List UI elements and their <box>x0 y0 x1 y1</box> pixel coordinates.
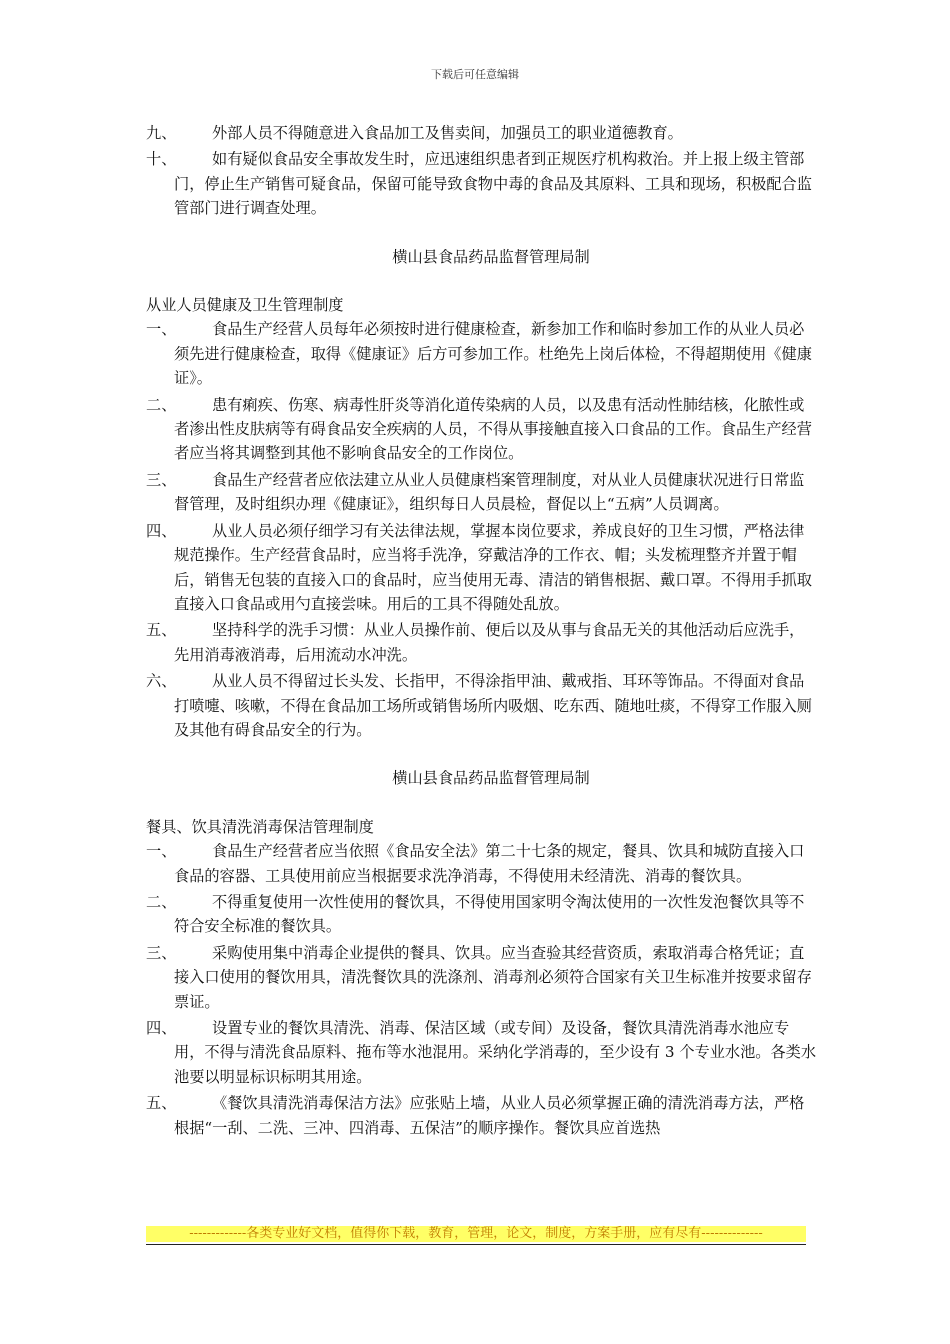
issuer-signature: 横山县食品药品监督管理局制 <box>392 247 590 266</box>
item-number: 二、 <box>146 395 177 414</box>
footer-promo-banner: -------------各类专业好文档，值得你下载，教育，管理，论文，制度，方案手册，应有尽有-------------- <box>146 1226 806 1242</box>
item-number: 二、 <box>146 892 177 911</box>
list-item <box>146 618 816 667</box>
list-item <box>146 839 816 888</box>
item-text: 坚持科学的洗手习惯：从业人员操作前、便后以及从事与食品无关的其他活动后应洗手，先用消毒液消毒，后用流动水冲洗。 <box>174 621 805 664</box>
list-item <box>146 519 816 617</box>
list-item <box>146 468 816 517</box>
item-number: 四、 <box>146 521 177 540</box>
item-number: 六、 <box>146 672 177 691</box>
list-item <box>146 317 816 390</box>
item-number: 一、 <box>146 320 177 339</box>
page-header-note: 下载后可任意编辑 <box>431 68 519 81</box>
list-item <box>146 669 816 742</box>
item-text: 设置专业的餐饮具清洗、消毒、保洁区域（或专间）及设备，餐饮具清洗消毒水池应专用，不得与清洗食品原料、拖布等水池混用。采纳化学消毒的，至少设有 3 个专业水池。各类水池要以明显标识标明其用途。 <box>174 1019 817 1086</box>
list-item <box>146 890 816 939</box>
item-text: 食品生产经营者应当依照《食品安全法》第二十七条的规定，餐具、饮具和城防直接入口食品的容器、工具使用前应当根据要求洗净消毒，不得使用未经清洗、消毒的餐饮具。 <box>174 842 805 885</box>
item-number: 五、 <box>146 1094 177 1113</box>
section-title: 从业人员健康及卫生管理制度 <box>146 296 344 315</box>
item-text: 采购使用集中消毒企业提供的餐具、饮具。应当查验其经营资质，索取消毒合格凭证；直接入口使用的餐饮用具，清洗餐饮具的洗涤剂、消毒剂必须符合国家有关卫生标准并按要求留存票证。 <box>174 943 812 1011</box>
item-text: 如有疑似食品安全事故发生时，应迅速组织患者到正规医疗机构救治。并上报上级主管部门，停止生产销售可疑食品，保留可能导致食物中毒的食品及其原料、工具和现场，积极配合监管部门进行调查处理。 <box>174 150 812 218</box>
footer-divider <box>146 1244 806 1245</box>
item-number: 十、 <box>146 150 177 169</box>
item-number: 一、 <box>146 842 177 861</box>
list-item <box>146 393 816 466</box>
list-item <box>146 147 816 220</box>
issuer-signature: 横山县食品药品监督管理局制 <box>392 769 590 788</box>
item-number: 三、 <box>146 470 177 489</box>
list-item <box>146 941 816 1014</box>
item-text: 食品生产经营者应依法建立从业人员健康档案管理制度，对从业人员健康状况进行日常监督管理，及时组织办理《健康证》，组织每日人员晨检，督促以上“五病”人员调离。 <box>174 470 805 514</box>
item-text: 不得重复使用一次性使用的餐饮具，不得使用国家明令淘汰使用的一次性发泡餐饮具等不符合安全标准的餐饮具。 <box>174 892 805 936</box>
list-item <box>146 121 816 145</box>
item-text: 患有痢疾、伤寒、病毒性肝炎等消化道传染病的人员，以及患有活动性肺结核，化脓性或者渗出性皮肤病等有碍食品安全疾病的人员，不得从事接触直接入口食品的工作。食品生产经营者应当将其调整到其他不影响食品安全的工作岗位。 <box>174 395 812 463</box>
item-number: 三、 <box>146 943 177 962</box>
item-text: 食品生产经营人员每年必须按时进行健康检查，新参加工作和临时参加工作的从业人员必须先进行健康检查，取得《健康证》后方可参加工作。杜绝先上岗后体检，不得超期使用《健康证》。 <box>174 320 812 388</box>
item-number: 九、 <box>146 124 177 142</box>
document-body <box>146 121 816 1142</box>
item-text: 《餐饮具清洗消毒保洁方法》应张贴上墙，从业人员必须掌握正确的清洗消毒方法，严格根据“一刮、二洗、三冲、四消毒、五保洁”的顺序操作。餐饮具应首选热 <box>174 1094 805 1137</box>
item-text: 外部人员不得随意进入食品加工及售卖间，加强员工的职业道德教育。 <box>212 124 683 142</box>
list-item <box>146 1016 816 1089</box>
item-text: 从业人员必须仔细学习有关法律法规，掌握本岗位要求，养成良好的卫生习惯，严格法律规范操作。生产经营食品时，应当将手洗净，穿戴洁净的工作衣、帽；头发梳理整齐并置于帽后，销售无包装的直接入口的食品时，应当使用无毒、清洁的销售根据、戴口罩。不得用手抓取直接入口食品或用勺直接尝味。用后的工具不得随处乱放。 <box>174 521 812 613</box>
section-title: 餐具、饮具清洗消毒保洁管理制度 <box>146 817 374 836</box>
item-number: 五、 <box>146 621 177 640</box>
item-number: 四、 <box>146 1019 177 1037</box>
list-item <box>146 1091 816 1140</box>
item-text: 从业人员不得留过长头发、长指甲，不得涂指甲油、戴戒指、耳环等饰品。不得面对食品打喷嚏、咳嗽，不得在食品加工场所或销售场所内吸烟、吃东西、随地吐痰，不得穿工作服入厕及其他有碍食品安全的行为。 <box>174 672 812 739</box>
